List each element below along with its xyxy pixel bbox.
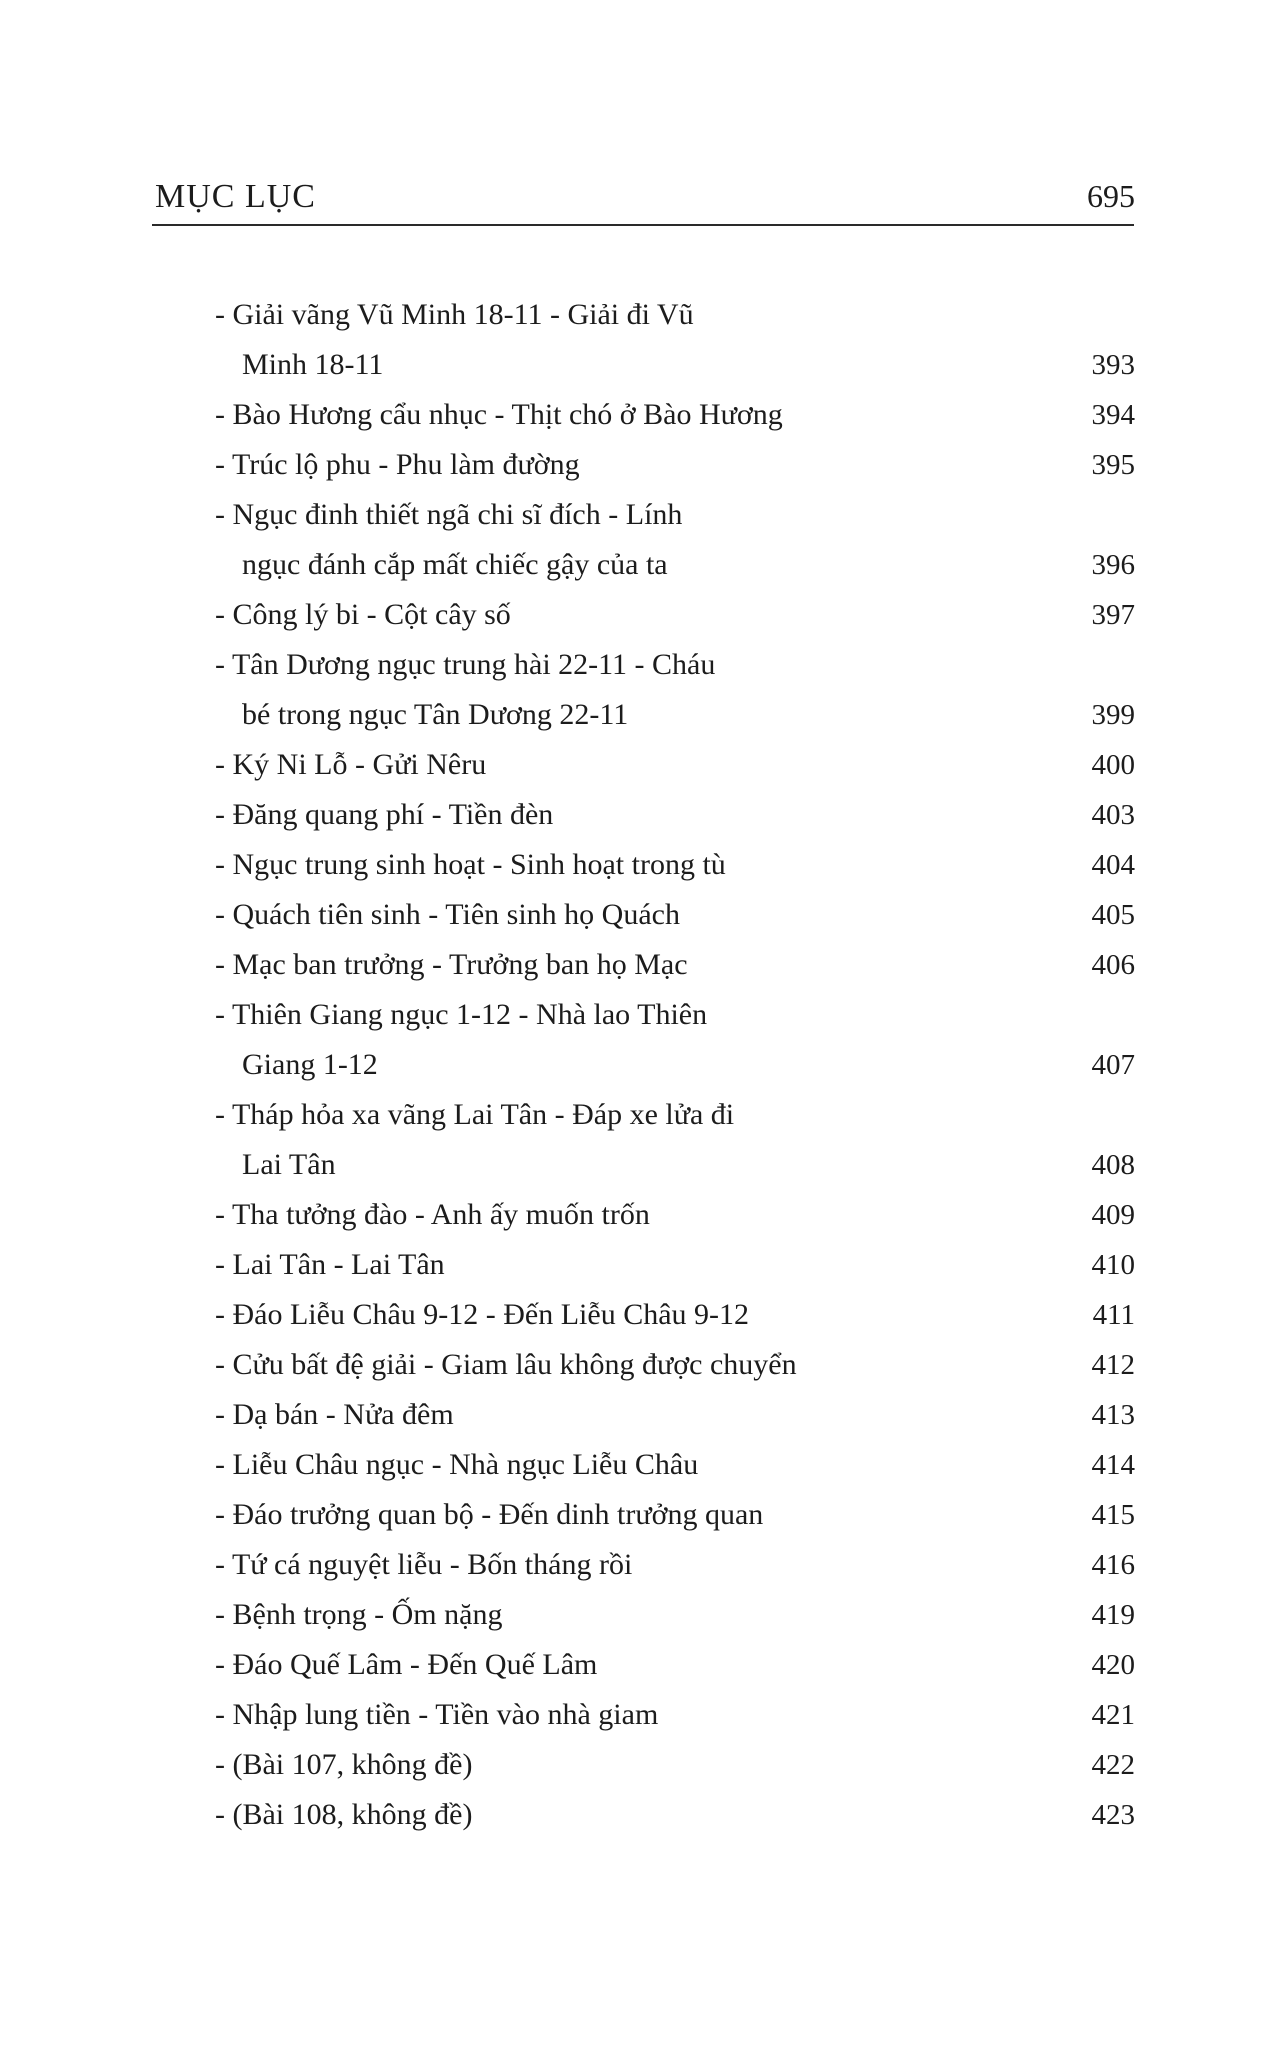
toc-entry-page: 421: [1091, 1699, 1135, 1731]
toc-entry: [215, 290, 1135, 390]
toc-entry: [215, 1190, 1135, 1240]
toc-entry-title: [215, 890, 805, 940]
toc-entry-page: 422: [1091, 1749, 1135, 1781]
toc-entry-title-line: bé trong ngục Tân Dương 22-11: [242, 698, 629, 731]
header-rule: [152, 224, 1134, 226]
toc-entry-title-line: - Tha tưởng đào - Anh ấy muốn trốn: [215, 1198, 650, 1231]
toc-entry-title: [215, 290, 805, 390]
toc-entry-title-line: - Bào Hương cẩu nhục - Thịt chó ở Bào Hương: [215, 398, 783, 431]
toc-entry-title: [215, 940, 805, 990]
toc-entry-page: 396: [1091, 549, 1135, 581]
toc-entry: [215, 1240, 1135, 1290]
toc-entry: [215, 1640, 1135, 1690]
toc-entry: [215, 490, 1135, 590]
toc-entry-page: 393: [1091, 349, 1135, 381]
toc-entry-title-line: - Trúc lộ phu - Phu làm đường: [215, 448, 580, 481]
toc-entry-title: [215, 1490, 805, 1540]
toc-entry: [215, 790, 1135, 840]
toc-entry-title-line: - Ký Ni Lỗ - Gửi Nêru: [215, 748, 487, 781]
toc-entry-title-line: - Mạc ban trưởng - Trưởng ban họ Mạc: [215, 948, 688, 981]
toc-entry-title-line: - Dạ bán - Nửa đêm: [215, 1398, 454, 1431]
toc-entry-title-line: Giang 1-12: [242, 1048, 378, 1081]
toc-entry: [215, 1590, 1135, 1640]
toc-entry-title-line: - Ngục trung sinh hoạt - Sinh hoạt trong tù: [215, 848, 726, 881]
toc-entry: [215, 1440, 1135, 1490]
toc-entry-title-line: - Đáo Quế Lâm - Đến Quế Lâm: [215, 1648, 598, 1681]
toc-entry-title: [215, 1590, 805, 1640]
toc-entry-title-line: - Giải vãng Vũ Minh 18-11 - Giải đi Vũ: [215, 298, 694, 331]
toc-entry: [215, 990, 1135, 1090]
toc-entry-title-line: - Quách tiên sinh - Tiên sinh họ Quách: [215, 898, 680, 931]
toc-entry-title: [215, 1190, 805, 1240]
toc-entry: [215, 440, 1135, 490]
toc-entry-title-line: - Tân Dương ngục trung hài 22-11 - Cháu: [215, 648, 716, 681]
toc-entry: [215, 640, 1135, 740]
toc-entry-title-line: ngục đánh cắp mất chiếc gậy của ta: [242, 548, 668, 581]
toc-entry: [215, 740, 1135, 790]
toc-entry-page: 410: [1091, 1249, 1135, 1281]
toc-entry-page: 400: [1091, 749, 1135, 781]
toc-entry-page: 405: [1091, 899, 1135, 931]
toc-entry-title-line: - Nhập lung tiền - Tiền vào nhà giam: [215, 1698, 659, 1731]
toc-entry-title-line: - (Bài 107, không đề): [215, 1748, 473, 1781]
toc-entry: [215, 1390, 1135, 1440]
toc-entry-title-line: - Đăng quang phí - Tiền đèn: [215, 798, 554, 831]
toc-entry-title-line: - Tháp hỏa xa vãng Lai Tân - Đáp xe lửa đi: [215, 1098, 735, 1131]
toc-entry-title-line: Lai Tân: [242, 1148, 336, 1181]
toc-entry-title: [215, 1290, 805, 1340]
toc-entry-page: 415: [1091, 1499, 1135, 1531]
toc-entry-title: [215, 490, 805, 590]
toc-entry: [215, 1540, 1135, 1590]
toc-entry-title: [215, 1440, 805, 1490]
toc-entry-title-line: - Công lý bi - Cột cây số: [215, 598, 511, 631]
toc-entry: [215, 590, 1135, 640]
toc-entry-title: [215, 790, 805, 840]
toc-entry: [215, 1290, 1135, 1340]
toc-entry-page: 412: [1091, 1349, 1135, 1381]
toc-entry-page: 423: [1091, 1799, 1135, 1831]
toc-entry-title: [215, 990, 805, 1090]
page-number: 695: [1087, 178, 1135, 214]
toc-entry-page: 406: [1091, 949, 1135, 981]
toc-entry: [215, 1740, 1135, 1790]
toc-entry-title: [215, 1340, 805, 1390]
toc-entry-title: [215, 1690, 805, 1740]
toc-entry-page: 408: [1091, 1149, 1135, 1181]
toc-entry-title-line: - Liễu Châu ngục - Nhà ngục Liễu Châu: [215, 1448, 699, 1481]
toc-entry: [215, 940, 1135, 990]
toc-entry-page: 395: [1091, 449, 1135, 481]
table-of-contents: [215, 290, 1135, 1840]
toc-entry-page: 419: [1091, 1599, 1135, 1631]
toc-entry-title: [215, 640, 805, 740]
toc-entry-page: 394: [1091, 399, 1135, 431]
toc-entry-title: [215, 1240, 805, 1290]
toc-entry: [215, 1690, 1135, 1740]
toc-entry-title-line: - Lai Tân - Lai Tân: [215, 1248, 445, 1281]
toc-entry-page: 414: [1091, 1449, 1135, 1481]
toc-entry-title: [215, 1090, 805, 1190]
toc-entry-page: 416: [1091, 1549, 1135, 1581]
toc-entry-page: 413: [1091, 1399, 1135, 1431]
toc-entry-title: [215, 590, 805, 640]
toc-entry: [215, 1340, 1135, 1390]
toc-entry: [215, 890, 1135, 940]
toc-entry-title-line: - Thiên Giang ngục 1-12 - Nhà lao Thiên: [215, 998, 708, 1031]
toc-entry: [215, 1790, 1135, 1840]
toc-entry-title: [215, 740, 805, 790]
toc-entry-title: [215, 1790, 805, 1840]
toc-entry-title: [215, 1740, 805, 1790]
toc-entry: [215, 390, 1135, 440]
toc-entry: [215, 1490, 1135, 1540]
toc-entry-page: 403: [1091, 799, 1135, 831]
toc-entry-title: [215, 440, 805, 490]
page-header: [155, 178, 1135, 228]
toc-entry-title: [215, 1640, 805, 1690]
toc-entry-page: 420: [1091, 1649, 1135, 1681]
toc-entry-title-line: - Bệnh trọng - Ốm nặng: [215, 1598, 503, 1631]
toc-entry-title-line: Minh 18-11: [242, 348, 384, 381]
toc-entry-title-line: - Tứ cá nguyệt liễu - Bốn tháng rồi: [215, 1548, 633, 1581]
running-title: MỤC LỤC: [155, 178, 316, 215]
toc-entry-page: 404: [1091, 849, 1135, 881]
toc-entry-page: 409: [1091, 1199, 1135, 1231]
toc-entry-title: [215, 390, 805, 440]
toc-entry-title-line: - Đáo trưởng quan bộ - Đến dinh trưởng quan: [215, 1498, 764, 1531]
toc-entry-title-line: - Đáo Liễu Châu 9-12 - Đến Liễu Châu 9-12: [215, 1298, 750, 1331]
toc-entry-title-line: - Cửu bất đệ giải - Giam lâu không được chuyển: [215, 1348, 797, 1381]
toc-entry-page: 411: [1092, 1299, 1135, 1331]
toc-entry: [215, 840, 1135, 890]
toc-entry-page: 407: [1091, 1049, 1135, 1081]
toc-entry-title: [215, 1540, 805, 1590]
toc-entry-title: [215, 840, 805, 890]
toc-entry-title-line: - (Bài 108, không đề): [215, 1798, 473, 1831]
toc-entry-title: [215, 1390, 805, 1440]
toc-entry: [215, 1090, 1135, 1190]
toc-entry-page: 399: [1091, 699, 1135, 731]
toc-entry-page: 397: [1091, 599, 1135, 631]
toc-entry-title-line: - Ngục đinh thiết ngã chi sĩ đích - Lính: [215, 498, 683, 531]
